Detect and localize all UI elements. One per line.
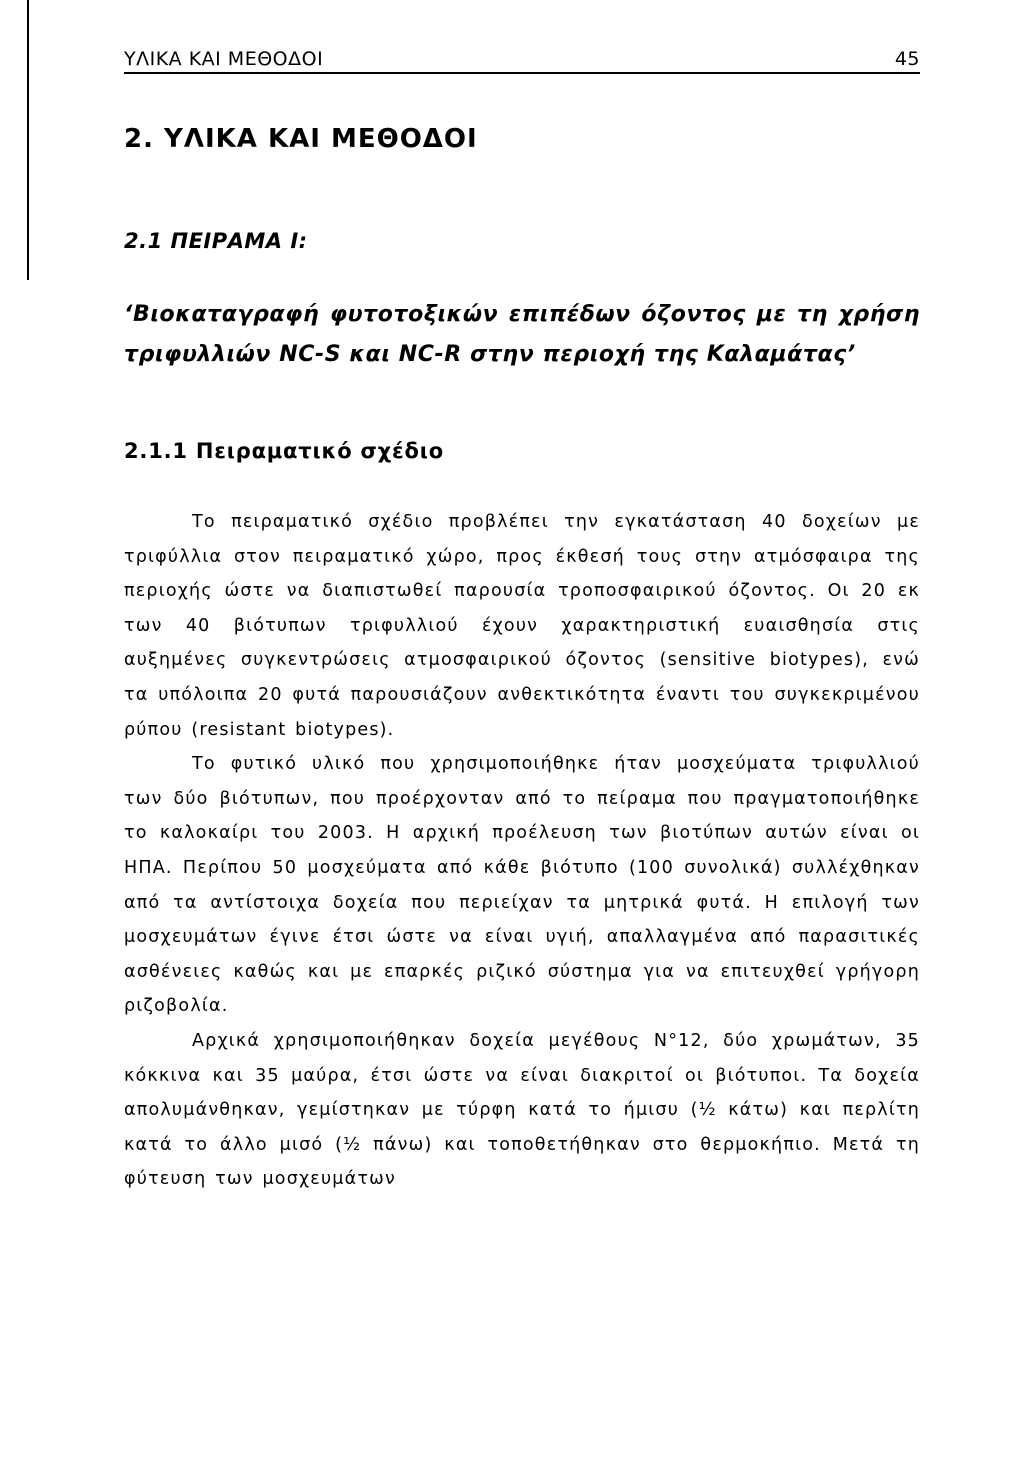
page [124,40,920,1197]
chapter-heading: 2. ΥΛΙΚΑ ΚΑΙ ΜΕΘΟΔΟΙ [124,124,478,154]
running-title: ΥΛΙΚΑ ΚΑΙ ΜΕΘΟΔΟΙ [124,48,324,70]
experiment-heading: 2.1 ΠΕΙΡΑΜΑ Ι: [124,229,308,253]
paragraph: Το πειραματικό σχέδιο προβλέπει την εγκατάσταση 40 δοχείων με τριφύλλια στον πειραματικό χώρο, προς έκθεσή τους στην ατμόσφαιρα της περιοχής ώστε να διαπιστωθεί παρουσία τροποσφαιρικού όζοντος. Οι 20 εκ των 40 βιότυπων τριφυλλιού έχουν χαρακτηριστική ευαισθησία στις αυξημένες συγκεντρώσεις ατμοσφαιρικού όζοντος (sensitive biotypes), ενώ τα υπόλοιπα 20 φυτά παρουσιάζουν ανθεκτικότητα έναντι του συγκεκριμένου ρύπου (resistant biotypes). [124,512,920,740]
page-number: 45 [894,48,920,70]
experiment-title: ‘Βιοκαταγραφή φυτοτοξικών επιπέδων όζοντος με τη χρήση τριφυλλιών NC-S και NC-R στην περιοχή της Καλαμάτας’ [124,302,920,367]
paragraph: Αρχικά χρησιμοποιήθηκαν δοχεία μεγέθους N°12, δύο χρωμάτων, 35 κόκκινα και 35 μαύρα, έτσι ώστε να είναι διακριτοί οι βιότυποι. Τα δοχεία απολυμάνθηκαν, γεμίστηκαν με τύρφη κατά το ήμισυ (½ κάτω) και περλίτη κατά το άλλο μισό (½ πάνω) και τοποθετήθηκαν στο θερμοκήπιο. Μετά τη φύτευση των μοσχευμάτων [124,1030,920,1190]
section-heading: 2.1.1 Πειραματικό σχέδιο [124,439,444,463]
running-header [124,40,920,74]
body-text [124,505,920,1197]
paragraph: Το φυτικό υλικό που χρησιμοποιήθηκε ήταν μοσχεύματα τριφυλλιού των δύο βιότυπων, που προέρχονταν από το πείραμα που πραγματοποιήθηκε το καλοκαίρι του 2003. Η αρχική προέλευση των βιοτύπων αυτών είναι οι ΗΠΑ. Περίπου 50 μοσχεύματα από κάθε βιότυπο (100 συνολικά) συλλέχθηκαν από τα αντίστοιχα δοχεία που περιείχαν τα μητρικά φυτά. Η επιλογή των μοσχευμάτων έγινε έτσι ώστε να είναι υγιή, απαλλαγμένα από παρασιτικές ασθένειες καθώς και με επαρκές ριζικό σύστημα για να επιτευχθεί γρήγορη ριζοβολία. [124,754,920,1017]
margin-rule [27,0,29,280]
